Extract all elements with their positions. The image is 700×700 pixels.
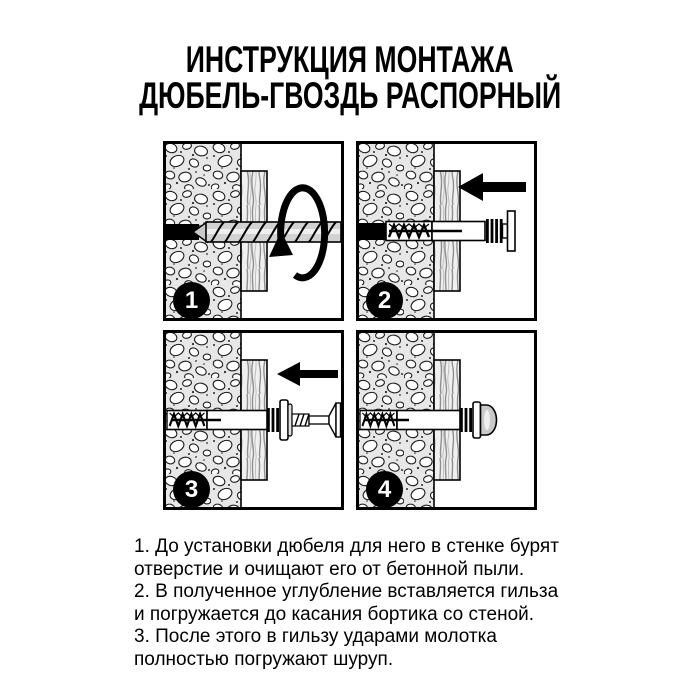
step-number-badge — [366, 471, 403, 508]
step-panel-3 — [163, 330, 344, 510]
step-number: 3 — [184, 475, 199, 503]
step-number-badge — [173, 471, 210, 508]
step-number: 1 — [184, 286, 199, 314]
instruction-line: 2. В полученное углубление вставляется гильза — [134, 581, 559, 603]
sleeve-flange — [473, 402, 481, 438]
drill-bit — [193, 222, 341, 242]
step-panel-1 — [163, 141, 344, 321]
page-title — [0, 39, 700, 116]
instruction-line: 3. После этого в гильзу ударами молотка — [134, 626, 497, 648]
sleeve-flange — [508, 211, 516, 251]
instruction-line: и погружается до касания бортика со стеной. — [134, 603, 535, 625]
title-line-2: ДЮБЕЛЬ-ГВОЗДЬ РАСПОРНЫЙ — [138, 75, 562, 116]
step-number: 2 — [377, 286, 392, 314]
sleeve-ribs — [460, 408, 472, 432]
sleeve-ribs — [267, 408, 279, 432]
step-number-badge — [173, 282, 210, 319]
instruction-line: 1. До установки дюбеля для него в стенке бурят — [134, 536, 559, 557]
sleeve-flange — [280, 400, 288, 440]
title-line-1: ИНСТРУКЦИЯ МОНТАЖА — [186, 39, 514, 80]
step-panel-2 — [356, 141, 537, 321]
step-panel-4 — [356, 330, 537, 510]
step-number: 4 — [377, 475, 392, 503]
instruction-line: полностью погружают шуруп. — [134, 648, 394, 670]
step-number-badge — [366, 282, 403, 319]
instruction-line: отверстие и очищают его от бетонной пыли. — [134, 558, 525, 580]
drilled-hole — [359, 223, 388, 240]
instructions-text — [134, 536, 604, 672]
